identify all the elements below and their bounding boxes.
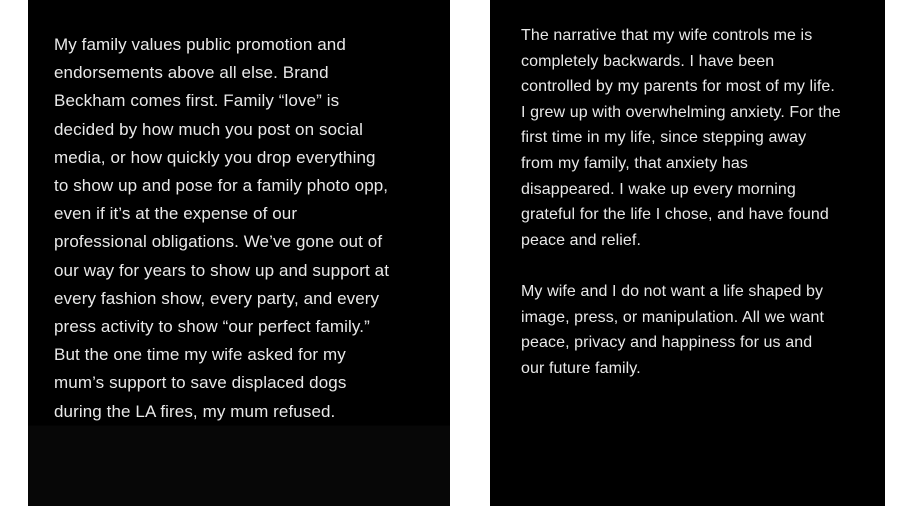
statement-paragraph-2: My wife and I do not want a life shaped by image, press, or manipulation. All we want peace, privacy and happiness for us and our future family. [521, 282, 825, 377]
statement-text-left: My family values public promotion and endorsements above all else. Brand Beckham comes first. Family “love” is decided by how much you post on social media, or how quickly you drop everything to show up and pose for a family photo opp, even if it’s at the expense of our professional obligations. We’ve gone out of our way for years to show up and support at every fashion show, every party, and every press activity to show “our perfect family.” But the one time my wife asked for my mum’s support to save displaced dogs during the LA fires, my mum refused. [54, 35, 390, 421]
statement-paragraph-1: The narrative that my wife controls me is completely backwards. I have been controlled by my parents for most of my life. I grew up with overwhelming anxiety. For the first time in my life, since stepping away from my family, that anxiety has disappeared. I wake up every morning grateful for the life I chose, and have found peace and relief. [521, 27, 841, 249]
statement-panel-left [28, 0, 450, 506]
statement-panel-right [490, 0, 885, 506]
